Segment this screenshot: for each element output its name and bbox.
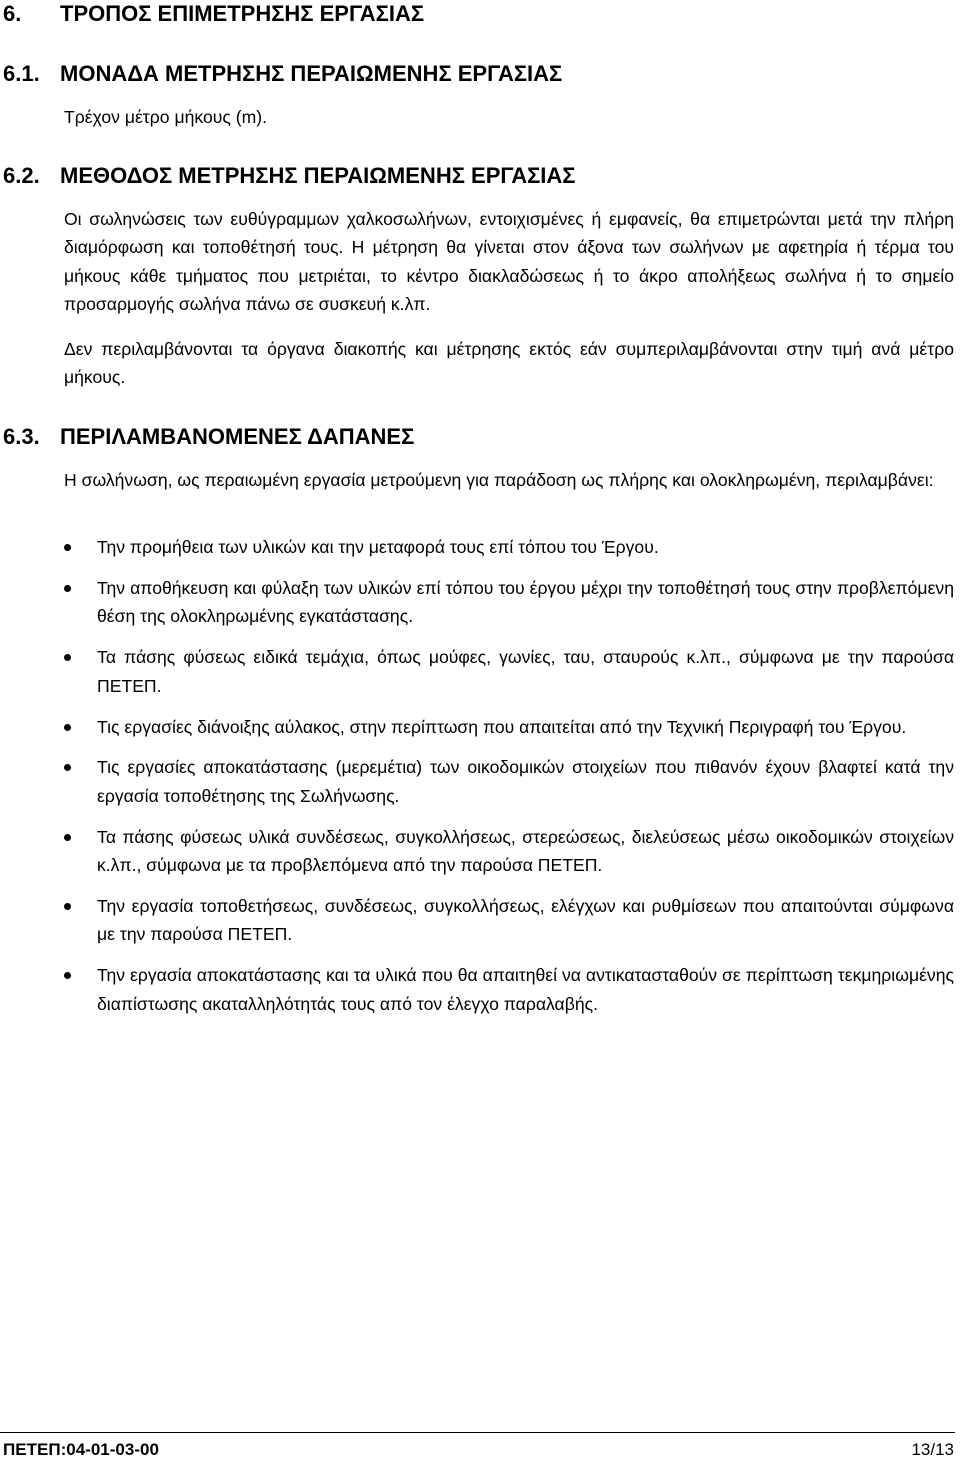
section-6-3-intro: Η σωλήνωση, ως περαιωμένη εργασία μετρούμενη για παράδοση ως πλήρης και ολοκληρωμένη, περιλαμβάνει: (64, 470, 934, 490)
bullet-icon (64, 585, 71, 592)
footer-document-code: ΠΕΤΕΠ:04-01-03-00 (3, 1440, 159, 1459)
section-6-title: ΤΡΟΠΟΣ ΕΠΙΜΕΤΡΗΣΗΣ ΕΡΓΑΣΙΑΣ (60, 1, 425, 26)
list-item-text: Τις εργασίες αποκατάστασης (μερεμέτια) των οικοδομικών στοιχείων που πιθανόν έχουν βλαφτεί κατά την εργασία τοποθέτησης της Σωλήνωσης. (97, 757, 954, 806)
section-6-2-title: ΜΕΘΟΔΟΣ ΜΕΤΡΗΣΗΣ ΠΕΡΑΙΩΜΕΝΗΣ ΕΡΓΑΣΙΑΣ (60, 163, 576, 188)
bullet-icon (64, 544, 71, 551)
list-item (64, 533, 954, 561)
list-item-text: Τις εργασίες διάνοιξης αύλακος, στην περίπτωση που απαιτείται από την Τεχνική Περιγραφή του Έργου. (97, 716, 907, 737)
section-6-3-heading (3, 424, 414, 450)
list-item (64, 892, 954, 949)
footer-divider (0, 1432, 955, 1433)
section-6-heading (3, 1, 424, 27)
section-6-3-number: 6.3. (3, 424, 40, 449)
bullet-icon (64, 972, 71, 979)
bullet-icon (64, 654, 71, 661)
section-6-3-title: ΠΕΡΙΛΑΜΒΑΝΟΜΕΝΕΣ ΔΑΠΑΝΕΣ (60, 424, 415, 449)
list-item-text: Τα πάσης φύσεως ειδικά τεμάχια, όπως μούφες, γωνίες, ταυ, σταυρούς κ.λπ., σύμφωνα με την παρούσα ΠΕΤΕΠ. (97, 647, 954, 696)
bullet-icon (64, 834, 71, 841)
section-6-1-text: Τρέχον μέτρο μήκους (m). (64, 107, 267, 127)
bullet-icon (64, 724, 71, 731)
section-6-2-number: 6.2. (3, 163, 40, 188)
list-item-text: Την εργασία τοποθετήσεως, συνδέσεως, συγκολλήσεως, ελέγχων και ρυθμίσεων που απαιτούνται σύμφωνα με την παρούσα ΠΕΤΕΠ. (97, 896, 954, 945)
section-6-1-title: ΜΟΝΑΔΑ ΜΕΤΡΗΣΗΣ ΠΕΡΑΙΩΜΕΝΗΣ ΕΡΓΑΣΙΑΣ (60, 61, 563, 86)
list-item (64, 574, 954, 631)
section-6-2-paragraph-1: Οι σωληνώσεις των ευθύγραμμων χαλκοσωλήνων, εντοιχισμένες ή εμφανείς, θα επιμετρώνται μετά την πλήρη διαμόρφωση και τοποθέτησή τους. Η μέτρηση θα γίνεται στον άξονα των σωλήνων με αφετηρία ή τέρμα του μήκους κάθε τμήματος που μετριέται, το κέντρο διακλαδώσεως ή το άκρο απολήξεως σωλήνα ή το σημείο προσαρμογής σωλήνα πάνω σε συσκευή κ.λπ. (64, 209, 954, 315)
list-item-text: Την εργασία αποκατάστασης και τα υλικά που θα απαιτηθεί να αντικατασταθούν σε περίπτωση τεκμηριωμένης διαπίστωσης ακαταλληλότητάς τους από τον έλεγχο παραλαβής. (97, 965, 954, 1014)
section-6-2-paragraph-2: Δεν περιλαμβάνονται τα όργανα διακοπής και μέτρησης εκτός εάν συμπεριλαμβάνονται στην τιμή ανά μέτρο μήκους. (64, 339, 954, 388)
list-item-text: Την προμήθεια των υλικών και την μεταφορά τους επί τόπου του Έργου. (97, 537, 659, 557)
list-item (64, 823, 954, 880)
bullet-icon (64, 764, 71, 771)
list-item (64, 961, 954, 1018)
included-costs-list (64, 533, 954, 1031)
list-item (64, 643, 954, 700)
section-6-2-heading (3, 163, 576, 189)
section-6-number: 6. (3, 1, 22, 26)
section-6-1-heading (3, 61, 562, 87)
bullet-icon (64, 903, 71, 910)
list-item (64, 753, 954, 810)
list-item (64, 713, 954, 741)
footer-page-number: 13/13 (911, 1440, 954, 1459)
list-item-text: Τα πάσης φύσεως υλικά συνδέσεως, συγκολλήσεως, στερεώσεως, διελεύσεως μέσω οικοδομικών στοιχείων κ.λπ., σύμφωνα με τα προβλεπόμενα από την παρούσα ΠΕΤΕΠ. (97, 826, 954, 876)
section-6-1-number: 6.1. (3, 61, 40, 86)
list-item-text: Την αποθήκευση και φύλαξη των υλικών επί τόπου του έργου μέχρι την τοποθέτησή τους στην προβλεπόμενη θέση της ολοκληρωμένης εγκατάστασης. (97, 577, 954, 627)
